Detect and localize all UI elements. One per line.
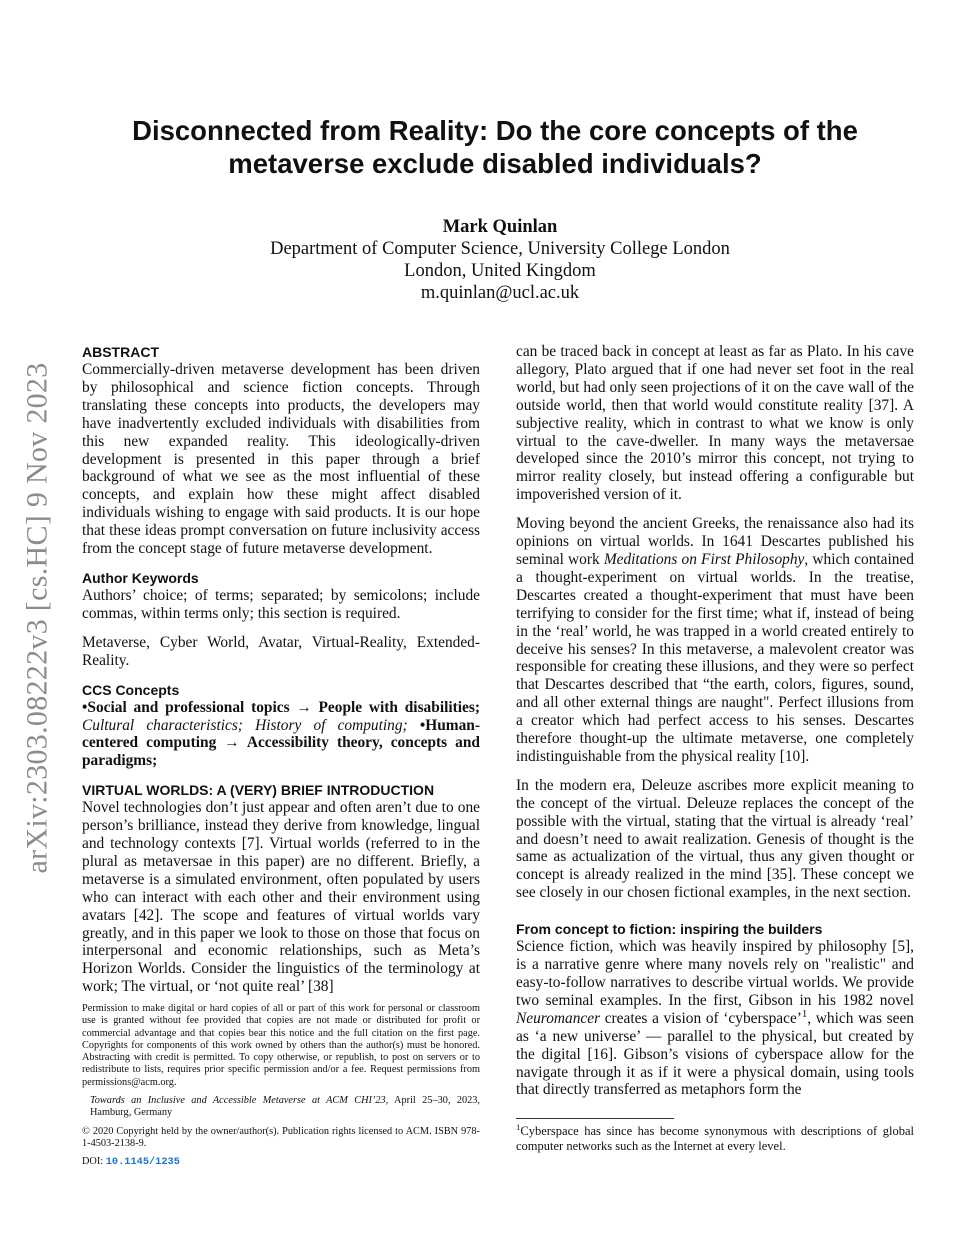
venue-date: April 25–30, 2023, Hamburg, Germany: [90, 1095, 480, 1119]
venue-name: Towards an Inclusive and Accessible Metaverse at ACM CHI’23,: [90, 1095, 389, 1107]
copyright-line: © 2020 Copyright held by the owner/author(s). Publication rights licensed to ACM. ISBN 978-1-4503-2138-9.: [82, 1125, 480, 1149]
right-para-4: [516, 938, 914, 1099]
doi-link[interactable]: 10.1145/1235: [105, 1156, 180, 1169]
right-column: [516, 343, 914, 1110]
ccs-text: [82, 699, 480, 771]
footnote: [516, 1121, 914, 1153]
intro-section: [82, 781, 480, 996]
right-para-4-c: , which was seen as ‘a new universe’ — parallel to the physical, but created by the digital [16]. Gibson’s visions of cyberspace allow for the navigate through it as if it were a physical domain, using tools that directly transferred as metaphors form the: [516, 1009, 914, 1099]
ccs-heading: CCS Concepts: [82, 681, 180, 698]
footnote-ref[interactable]: 1: [801, 1007, 808, 1020]
footnote-text: Cyberspace has since has become synonymous with descriptions of global computer networks such as the Internet at every level.: [516, 1124, 914, 1153]
venue-line: [82, 1095, 480, 1120]
right-para-2-b: , which contained a thought-experiment on virtual worlds. In the treatise, Descartes created a thought-experiment that must have been terrifying to consider for the first time; what if, instead of being in the ‘real’ world, he was trapped in a world created entirely to deceive his senses? In this metaverse, a malevolent creator was responsible for creating these illusions, and they were so perfect that Descartes described that “the earth, colors, figures, sound, and all other external things are naught". Perfect illusions from a creator which had perfect access to his senses. Descartes therefore thought-up the ultimate metaverse, one completely indistinguishable from the physical reality [10].: [516, 550, 914, 765]
keywords-terms: Metaverse, Cyber World, Avatar, Virtual-Reality, Extended-Reality.: [82, 633, 480, 669]
keywords-section: [82, 569, 480, 670]
neuromancer-title: Neuromancer: [516, 1009, 601, 1027]
fiction-section: [516, 920, 914, 1099]
right-para-3: In the modern era, Deleuze ascribes more explicit meaning to the concept of the virtual. Deleuze replaces the concept of the possible with the virtual, stating that the virtual is already ‘real’ and doesn’t need to await realization. Genesis of thought is the same as actualization of the virtual, thus any given thought or concept is already realized in the mind [35]. These concept we see closely in our chosen fictional examples, in the next section.: [516, 776, 914, 902]
right-para-4-a: Science fiction, which was heavily inspired by philosophy [5], is a narrative genre where many novels rely on "realistic" and easy-to-follow narratives to describe virtual worlds. We provide two seminal examples. In the first, Gibson in his 1982 novel: [516, 938, 914, 1009]
permission-text: Permission to make digital or hard copies of all or part of this work for personal or classroom use is granted without fee provided that copies are not made or distributed for profit or commercial advantage and that copies bear this notice and the full citation on the first page. Copyrights for components of this work owned by others than the author(s) must be honored. Abstracting with credit is permitted. To copy otherwise, or republish, to post on servers or to redistribute to lists, requires prior specific permission and/or a fee. Request permissions from permissions@acm.org.: [82, 1003, 480, 1088]
doi-label: DOI:: [82, 1156, 106, 1168]
abstract-heading: ABSTRACT: [82, 344, 159, 360]
paper-title: Disconnected from Reality: Do the core concepts of the metaverse exclude disabled individuals?: [132, 115, 858, 179]
keywords-heading: Author Keywords: [82, 569, 199, 586]
arxiv-stamp-text: arXiv:2303.08222v3 [cs.HC] 9 Nov 2023: [21, 362, 54, 874]
doi-line: [82, 1156, 480, 1168]
ccs-item-1: •Social and professional topics → People with disabilities;: [82, 698, 480, 716]
right-para-2: [516, 515, 914, 766]
footnote-rule: [516, 1118, 674, 1119]
intro-text: Novel technologies don’t just appear and often aren’t due to one person’s brilliance, instead they derive from knowledge, lingual and technology contexts [7]. Virtual worlds (referred to in the plural as metaversae in this paper) are no different. Briefly, a metaverse is a simulated environment, often populated by users who can interact with each other and their environment using avatars [42]. The scope and features of virtual worlds vary greatly, and in this paper we look to those on those that focus on interpersonal and economic relationships, such as Meta’s Horizon Worlds. Consider the linguistics of the terminology at work; The virtual, or ‘not quite real’ [38]: [82, 799, 480, 996]
right-para-1: can be traced back in concept at least as far as Plato. In his cave allegory, Plato argued that if one had never set foot in the real world, but had only seen projections of it on the cave wall of the outside world, then that world would constitute reality [37]. A subjective reality, which in contrast to what we know is only virtual to the cave-dweller. In many ways the metaversae developed since the 2010’s mirror this concept, not trying to mirror reality closely, but instead offering a configurable but impoverished version of it.: [516, 343, 914, 504]
author-block: [200, 216, 800, 304]
author-department: Department of Computer Science, University College London: [270, 239, 730, 259]
intro-heading: VIRTUAL WORLDS: A (VERY) BRIEF INTRODUCTION: [82, 782, 435, 799]
abstract-text: Commercially-driven metaverse development has been driven by philosophical and science fiction concepts. Through translating these concepts into products, the developers may have inadvertently excluded individuals with disabilities from this new expanded reality. This ideologically-driven development is presented in this paper through a brief background of what we see as the most influential of these concepts, and explain how these might affect disabled individuals wishing to engage with said products. It is our hope that these ideas prompt conversation on future inclusivity access from the concept stage of future metaverse development.: [82, 361, 480, 558]
ccs-section: [82, 681, 480, 771]
author-email: m.quinlan@ucl.ac.uk: [420, 283, 580, 303]
keywords-instructions: Authors’ choice; of terms; separated; by semicolons; include commas, within terms only; this section is required.: [82, 586, 480, 622]
abstract-section: [82, 343, 480, 558]
permission-block: [82, 1003, 480, 1175]
left-column: [82, 343, 480, 1007]
right-para-4-b: creates a vision of ‘cyberspace’: [600, 1009, 802, 1027]
arxiv-stamp: [18, 338, 58, 898]
meditations-title: Meditations on First Philosophy: [603, 550, 805, 568]
right-para-2-a: Moving beyond the ancient Greeks, the renaissance also had its opinions on virtual worlds. In 1641 Descartes published his seminal work: [516, 515, 914, 568]
author-name: Mark Quinlan: [442, 217, 558, 237]
footnote-marker: 1: [516, 1121, 521, 1132]
author-location: London, United Kingdom: [404, 261, 596, 281]
fiction-heading: From concept to fiction: inspiring the builders: [516, 921, 823, 938]
ccs-item-2: •Human-centered computing → Accessibility theory, concepts and paradigms;: [82, 716, 480, 770]
ccs-item-1-italic: Cultural characteristics; History of computing;: [82, 716, 408, 734]
